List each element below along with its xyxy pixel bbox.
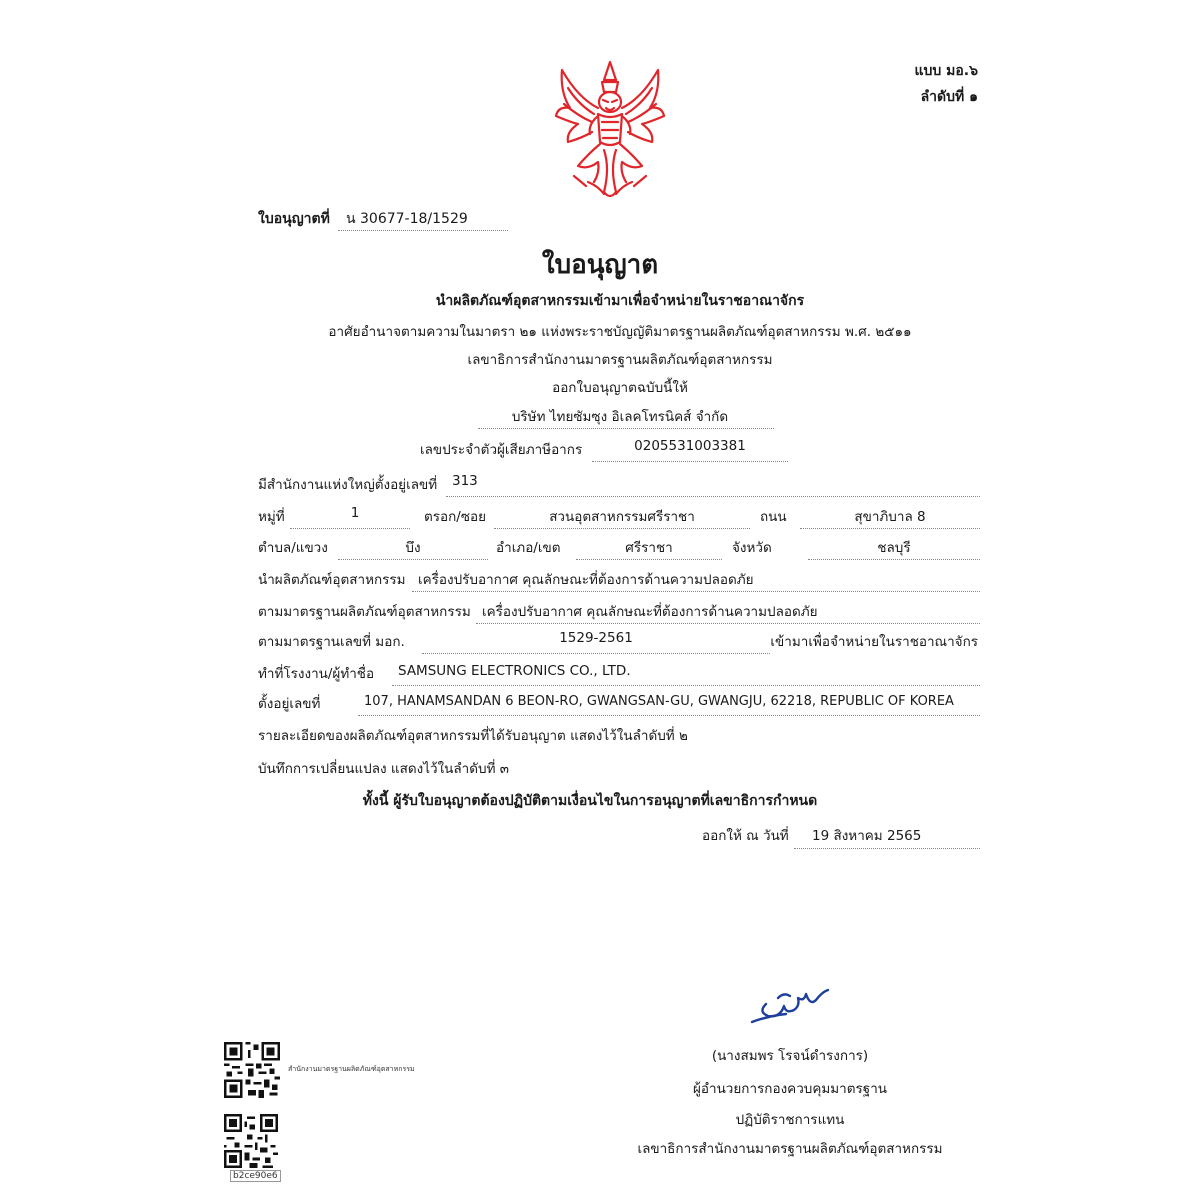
signatory-acting: ปฏิบัติราชการแทน <box>735 1112 845 1128</box>
issue-date-underline <box>794 848 980 849</box>
moo-value: 1 <box>350 505 360 521</box>
product-label: นำผลิตภัณฑ์อุตสาหกรรม <box>258 572 406 588</box>
standard-no-underline <box>422 653 770 654</box>
issuer-line: เลขาธิการสำนักงานมาตรฐานผลิตภัณฑ์อุตสาหกรรม <box>467 352 773 368</box>
soi-underline <box>494 528 750 529</box>
tax-id-label: เลขประจำตัวผู้เสียภาษีอากร <box>420 442 583 458</box>
tax-id-underline <box>592 461 788 462</box>
form-code: แบบ มอ.๖ <box>914 63 978 79</box>
amphoe-value: ศรีราชา <box>625 540 673 556</box>
signature-icon <box>744 984 836 1030</box>
standard-value: เครื่องปรับอากาศ คุณลักษณะที่ต้องการด้านความปลอดภัย <box>482 604 818 620</box>
road-value: สุขาภิบาล 8 <box>854 509 926 525</box>
document-title: ใบอนุญาต <box>541 250 659 280</box>
tambon-underline <box>338 559 488 560</box>
license-no-label: ใบอนุญาตที่ <box>258 211 330 227</box>
issue-date-value: 19 สิงหาคม 2565 <box>812 828 922 844</box>
moo-label: หมู่ที่ <box>258 509 285 525</box>
product-value: เครื่องปรับอากาศ คุณลักษณะที่ต้องการด้านความปลอดภัย <box>418 572 754 588</box>
qr-code-text: b2ce90e6 <box>230 1170 281 1182</box>
license-no-underline <box>338 230 508 231</box>
tambon-label: ตำบล/แขวง <box>258 540 328 556</box>
license-no-value: น 30677-18/1529 <box>346 211 468 227</box>
signatory-on-behalf: เลขาธิการสำนักงานมาตรฐานผลิตภัณฑ์อุตสาหกรรม <box>637 1141 943 1157</box>
document-subtitle: นำผลิตภัณฑ์อุตสาหกรรมเข้ามาเพื่อจำหน่ายในราชอาณาจักร <box>435 293 805 309</box>
qr-verify-code-icon <box>224 1114 278 1168</box>
soi-label: ตรอก/ซอย <box>424 509 487 525</box>
amphoe-label: อำเภอ/เขต <box>496 540 561 556</box>
issue-to-line: ออกใบอนุญาตฉบับนี้ให้ <box>552 380 688 396</box>
hq-underline <box>446 496 980 497</box>
changes-line: บันทึกการเปลี่ยนแปลง แสดงไว้ในลำดับที่ ๓ <box>258 761 509 777</box>
standard-no-value: 1529-2561 <box>559 630 633 646</box>
factory-address-underline <box>358 715 980 716</box>
province-underline <box>808 559 980 560</box>
province-value: ชลบุรี <box>877 540 911 556</box>
factory-underline <box>392 685 980 686</box>
qr-code-icon <box>224 1042 280 1098</box>
issue-date-label: ออกให้ ณ วันที่ <box>702 828 789 844</box>
factory-address-value: 107, HANAMSANDAN 6 BEON-RO, GWANGSAN-GU, GWANGJU, 62218, REPUBLIC OF KOREA <box>364 694 954 709</box>
standard-label: ตามมาตรฐานผลิตภัณฑ์อุตสาหกรรม <box>258 604 471 620</box>
soi-value: สวนอุตสาหกรรมศรีราชา <box>549 509 695 525</box>
road-label: ถนน <box>760 509 787 525</box>
standard-underline <box>476 623 980 624</box>
amphoe-underline <box>576 559 722 560</box>
hq-label: มีสำนักงานแห่งใหญ่ตั้งอยู่เลขที่ <box>258 477 438 493</box>
factory-value: SAMSUNG ELECTRONICS CO., LTD. <box>398 663 631 679</box>
form-order: ลำดับที่ ๑ <box>920 89 978 105</box>
tax-id-value: 0205531003381 <box>634 438 746 454</box>
condition-line: ทั้งนี้ ผู้รับใบอนุญาตต้องปฏิบัติตามเงื่อนไขในการอนุญาตที่เลขาธิการกำหนด <box>362 793 818 809</box>
product-underline <box>412 591 980 592</box>
province-label: จังหวัด <box>732 540 772 556</box>
qr-caption: สำนักงานมาตรฐานผลิตภัณฑ์อุตสาหกรรม <box>288 1065 415 1073</box>
standard-no-suffix: เข้ามาเพื่อจำหน่ายในราชอาณาจักร <box>770 634 978 650</box>
company-name: บริษัท ไทยซัมซุง อิเลคโทรนิคส์ จำกัด <box>511 409 729 425</box>
authority-line: อาศัยอำนาจตามความในมาตรา ๒๑ แห่งพระราชบัญญัติมาตรฐานผลิตภัณฑ์อุตสาหกรรม พ.ศ. ๒๕๑๑ <box>328 324 912 340</box>
garuda-emblem-icon <box>548 58 672 208</box>
factory-address-label: ตั้งอยู่เลขที่ <box>258 696 321 712</box>
signatory-position: ผู้อำนวยการกองควบคุมมาตรฐาน <box>692 1081 888 1097</box>
signatory-name: (นางสมพร โรจน์ดำรงการ) <box>711 1048 869 1064</box>
road-underline <box>800 528 980 529</box>
hq-value: 313 <box>452 473 478 489</box>
tambon-value: บึง <box>405 540 421 556</box>
details-line: รายละเอียดของผลิตภัณฑ์อุตสาหกรรมที่ได้รับอนุญาต แสดงไว้ในลำดับที่ ๒ <box>258 728 688 744</box>
company-underline <box>478 428 774 429</box>
moo-underline <box>290 528 410 529</box>
factory-label: ทำที่โรงงาน/ผู้ทำชื่อ <box>258 666 375 682</box>
standard-no-label: ตามมาตรฐานเลขที่ มอก. <box>258 634 405 650</box>
